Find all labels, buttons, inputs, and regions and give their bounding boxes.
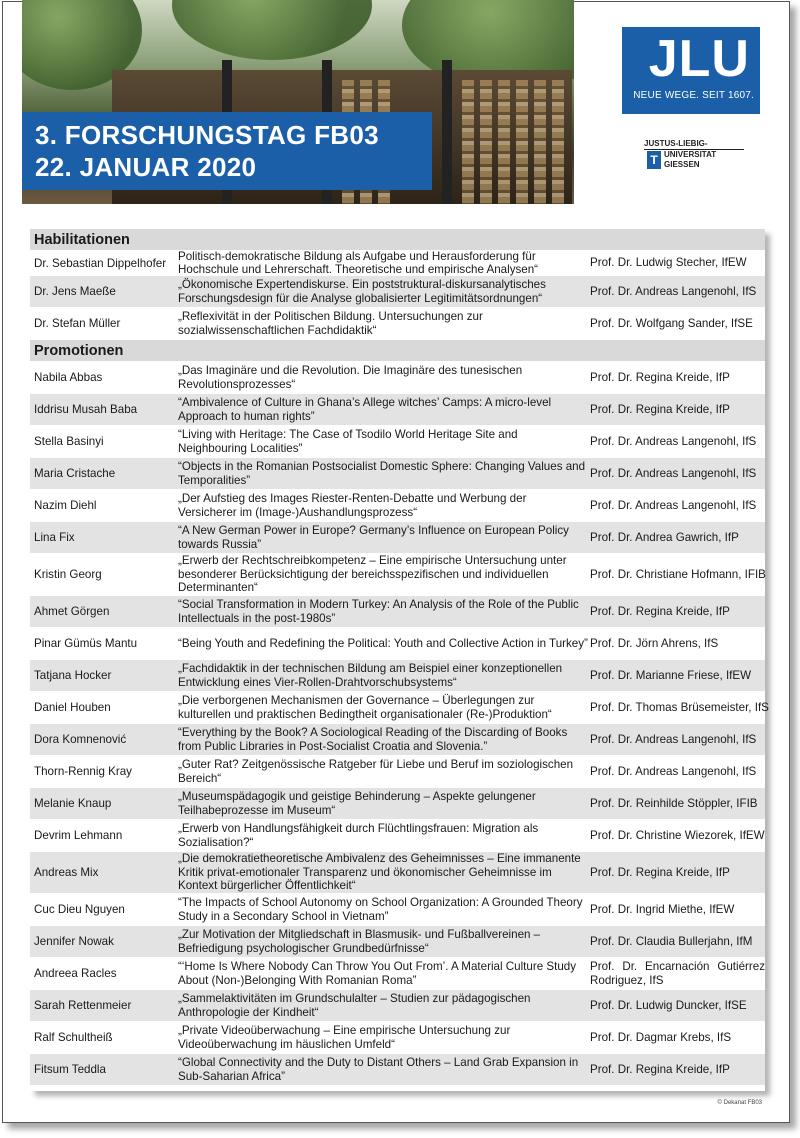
table-row: [30, 458, 765, 490]
author-name: Ahmet Görgen: [34, 605, 110, 618]
author-name: Melanie Knaup: [34, 797, 112, 810]
table-row: [30, 660, 765, 692]
thesis-title: “The Impacts of School Autonomy on School Organization: A Grounded Theory Study in a Secondary School in Vietnam”: [178, 896, 583, 923]
table-row: [30, 990, 765, 1022]
author-name: Sarah Rettenmeier: [34, 999, 132, 1012]
author-name: Pinar Gümüs Mantu: [34, 637, 138, 650]
supervisor-name: Prof. Dr. Regina Kreide, IfP: [590, 370, 730, 384]
table-row: [30, 1054, 765, 1086]
supervisor-name: Prof. Dr. Encarnación Gutiérrez Rodriguez, IfS: [590, 960, 765, 987]
author-name: Andreas Mix: [34, 866, 99, 879]
table-row: [30, 852, 765, 894]
supervisor-name: Prof. Dr. Andreas Langenohl, IfS: [590, 284, 757, 298]
university-logo: [622, 27, 760, 197]
copyright-note: © Dekanat FB03: [717, 1100, 762, 1106]
table-row: [30, 308, 765, 340]
table-row: [30, 426, 765, 458]
logo-wordmark: JLU: [648, 30, 750, 88]
author-name: Daniel Houben: [34, 701, 111, 714]
thesis-title: „Guter Rat? Zeitgenössische Ratgeber für Liebe und Beruf im soziologischen Bereich“: [178, 758, 574, 785]
author-name: Cuc Dieu Nguyen: [34, 903, 125, 916]
thesis-title: „Ökonomische Expertendiskurse. Ein poststruktural-diskursanalytisches Forschungsdesign für die Analyse globalisierter Legitimitätsordnungen“: [178, 278, 546, 305]
author-name: Jennifer Nowak: [34, 935, 114, 948]
table-row: [30, 362, 765, 394]
supervisor-name: Prof. Dr. Andreas Langenohl, IfS: [590, 732, 757, 746]
author-name: Stella Basinyi: [34, 435, 104, 448]
university-seal-icon: T: [647, 151, 661, 169]
table-row: [30, 724, 765, 756]
thesis-title: “Being Youth and Redefining the Political: Youth and Collective Action in Turkey”: [178, 636, 588, 650]
thesis-title: “Everything by the Book? A Sociological Reading of the Discarding of Books from Public Libraries in Post-Socialist Croatia and Slovenia.”: [178, 726, 568, 753]
author-name: Fitsum Teddla: [34, 1063, 106, 1076]
supervisor-name: Prof. Dr. Andrea Gawrich, IfP: [590, 530, 739, 544]
supervisor-name: Prof. Dr. Wolfgang Sander, IfSE: [590, 316, 753, 330]
author-name: Dr. Stefan Müller: [34, 317, 121, 330]
supervisor-name: Prof. Dr. Andreas Langenohl, IfS: [590, 466, 757, 480]
supervisor-name: Prof. Dr. Dagmar Krebs, IfS: [590, 1030, 732, 1044]
thesis-title: „Museumspädagogik und geistige Behinderung – Aspekte gelungener Teilhabeprozesse im Museum“: [178, 790, 536, 817]
section-heading: [30, 340, 765, 362]
event-title: 3. FORSCHUNGSTAG FB03: [35, 120, 379, 150]
supervisor-name: Prof. Dr. Thomas Brüsemeister, IfS: [590, 700, 769, 714]
title-banner: [22, 112, 432, 190]
section-heading-label: Habilitationen: [34, 231, 130, 248]
supervisor-name: Prof. Dr. Claudia Bullerjahn, IfM: [590, 934, 753, 948]
table-row: [30, 522, 765, 554]
thesis-title: „Reflexivität in der Politischen Bildung. Untersuchungen zur sozialwissenschaftlichen Fachdidaktik“: [178, 310, 483, 337]
author-name: Andreea Racles: [34, 967, 117, 980]
table-row: [30, 756, 765, 788]
thesis-title: „Erwerb der Rechtschreibkompetenz – Eine empirische Untersuchung unter besonderer Berücksichtigung der bereichsspezifischen und individuellen Determinanten“: [178, 554, 567, 595]
thesis-title: „Die demokratietheoretische Ambivalenz des Geheimnisses – Eine immanente Kritik privat-emotionaler Transparenz und ökonomischer Geheimnisse im Kontext bürgerlicher Öffentlichkeit“: [178, 852, 581, 893]
supervisor-name: Prof. Dr. Reinhilde Stöppler, IFIB: [590, 796, 758, 810]
table-row: [30, 926, 765, 958]
supervisor-name: Prof. Dr. Andreas Langenohl, IfS: [590, 764, 757, 778]
thesis-title: „Erwerb von Handlungsfähigkeit durch Flüchtlingsfrauen: Migration als Sozialisation?“: [178, 822, 539, 849]
thesis-title: „Die verborgenen Mechanismen der Governance – Überlegungen zur kulturellen und praktischen Bedingtheit organisationaler (Re-)Produktion“: [178, 694, 552, 721]
author-name: Kristin Georg: [34, 568, 102, 581]
theses-table: [30, 229, 769, 1091]
author-name: Dr. Jens Maeße: [34, 285, 116, 298]
thesis-title: Politisch-demokratische Bildung als Aufgabe und Herausforderung für Hochschule und Lehrerschaft. Theoretische und empirische Analysen“: [178, 249, 539, 276]
table-row: [30, 596, 765, 628]
thesis-title: “Objects in the Romanian Postsocialist Domestic Sphere: Changing Values and Temporalities”: [178, 460, 586, 487]
author-name: Tatjana Hocker: [34, 669, 112, 682]
thesis-title: “‘Home Is Where Nobody Can Throw You Out From’. A Material Culture Study About (Non-)Belonging With Romanian Roma”: [178, 960, 577, 987]
table-row: [30, 490, 765, 522]
author-name: Dora Komnenović: [34, 733, 127, 746]
author-name: Ralf Schultheiß: [34, 1031, 113, 1044]
table-row: [30, 894, 765, 926]
supervisor-name: Prof. Dr. Regina Kreide, IfP: [590, 604, 730, 618]
supervisor-name: Prof. Dr. Jörn Ahrens, IfS: [590, 636, 719, 650]
thesis-title: „Private Videoüberwachung – Eine empirische Untersuchung zur Videoüberwachung im häuslichen Umfeld“: [178, 1024, 511, 1051]
supervisor-name: Prof. Dr. Ludwig Stecher, IfEW: [590, 256, 747, 270]
section-heading-label: Promotionen: [34, 342, 124, 359]
table-row: [30, 1022, 765, 1054]
supervisor-name: Prof. Dr. Andreas Langenohl, IfS: [590, 498, 757, 512]
section-heading: [30, 229, 765, 251]
logo-slogan: NEUE WEGE. SEIT 1607.: [633, 90, 754, 101]
thesis-title: „Der Aufstieg des Images Riester-Renten-Debatte und Werbung der Versicherer im (Image-)Aushandlungsprozess“: [178, 492, 527, 519]
supervisor-name: Prof. Dr. Christine Wiezorek, IfEW: [590, 828, 765, 842]
thesis-title: „Sammelaktivitäten im Grundschulalter – Studien zur pädagogischen Anthropologie der Kindheit“: [178, 992, 531, 1019]
table-row: [30, 692, 769, 724]
thesis-title: “Social Transformation in Modern Turkey: An Analysis of the Role of the Public Intellectuals in the post-1980s”: [178, 598, 579, 625]
author-name: Devrim Lehmann: [34, 829, 123, 842]
supervisor-name: Prof. Dr. Christiane Hofmann, IFIB: [590, 567, 766, 581]
table-row: [30, 628, 765, 660]
table-row: [30, 276, 765, 308]
author-name: Lina Fix: [34, 531, 75, 544]
supervisor-name: Prof. Dr. Regina Kreide, IfP: [590, 402, 730, 416]
table-row: [30, 394, 765, 426]
author-name: Maria Cristache: [34, 467, 116, 480]
author-name: Iddrisu Musah Baba: [34, 403, 138, 416]
table-row: [30, 958, 765, 990]
thesis-title: “Ambivalence of Culture in Ghana’s Allege witches’ Camps: A micro-level Approach to human rights”: [178, 396, 552, 423]
thesis-title: “A New German Power in Europe? Germany’s Influence on European Policy towards Russia”: [178, 524, 569, 551]
table-row: [30, 788, 765, 820]
author-name: Thorn-Rennig Kray: [34, 765, 132, 778]
table-row: [30, 820, 765, 852]
supervisor-name: Prof. Dr. Andreas Langenohl, IfS: [590, 434, 757, 448]
university-name: JUSTUS-LIEBIG- UNIVERSITAT GIESSEN T: [644, 139, 744, 170]
supervisor-name: Prof. Dr. Regina Kreide, IfP: [590, 865, 730, 879]
table-row: [30, 554, 765, 596]
supervisor-name: Prof. Dr. Marianne Friese, IfEW: [590, 668, 752, 682]
supervisor-name: Prof. Dr. Ludwig Duncker, IfSE: [590, 998, 747, 1012]
author-name: Nazim Diehl: [34, 499, 97, 512]
supervisor-name: Prof. Dr. Regina Kreide, IfP: [590, 1062, 730, 1076]
thesis-title: „Das Imaginäre und die Revolution. Die Imaginäre des tunesischen Revolutionsprozesses“: [178, 364, 523, 391]
thesis-title: “Global Connectivity and the Duty to Distant Others – Land Grab Expansion in Sub-Saharian Africa”: [178, 1056, 579, 1083]
thesis-title: „Fachdidaktik in der technischen Bildung am Beispiel einer konzeptionellen Entwicklung eines Vier-Rollen-Drahtvorschubsystems“: [178, 662, 563, 689]
thesis-title: „Zur Motivation der Mitgliedschaft in Blasmusik- und Fußballvereinen – Befriedigung psychologischer Grundbedürfnisse“: [178, 928, 541, 955]
author-name: Nabila Abbas: [34, 371, 103, 384]
thesis-title: “Living with Heritage: The Case of Tsodilo World Heritage Site and Neighbouring Localities”: [178, 428, 518, 455]
supervisor-name: Prof. Dr. Ingrid Miethe, IfEW: [590, 902, 735, 916]
event-date: 22. JANUAR 2020: [35, 152, 257, 182]
author-name: Dr. Sebastian Dippelhofer: [34, 256, 167, 270]
table-row: [30, 251, 765, 276]
